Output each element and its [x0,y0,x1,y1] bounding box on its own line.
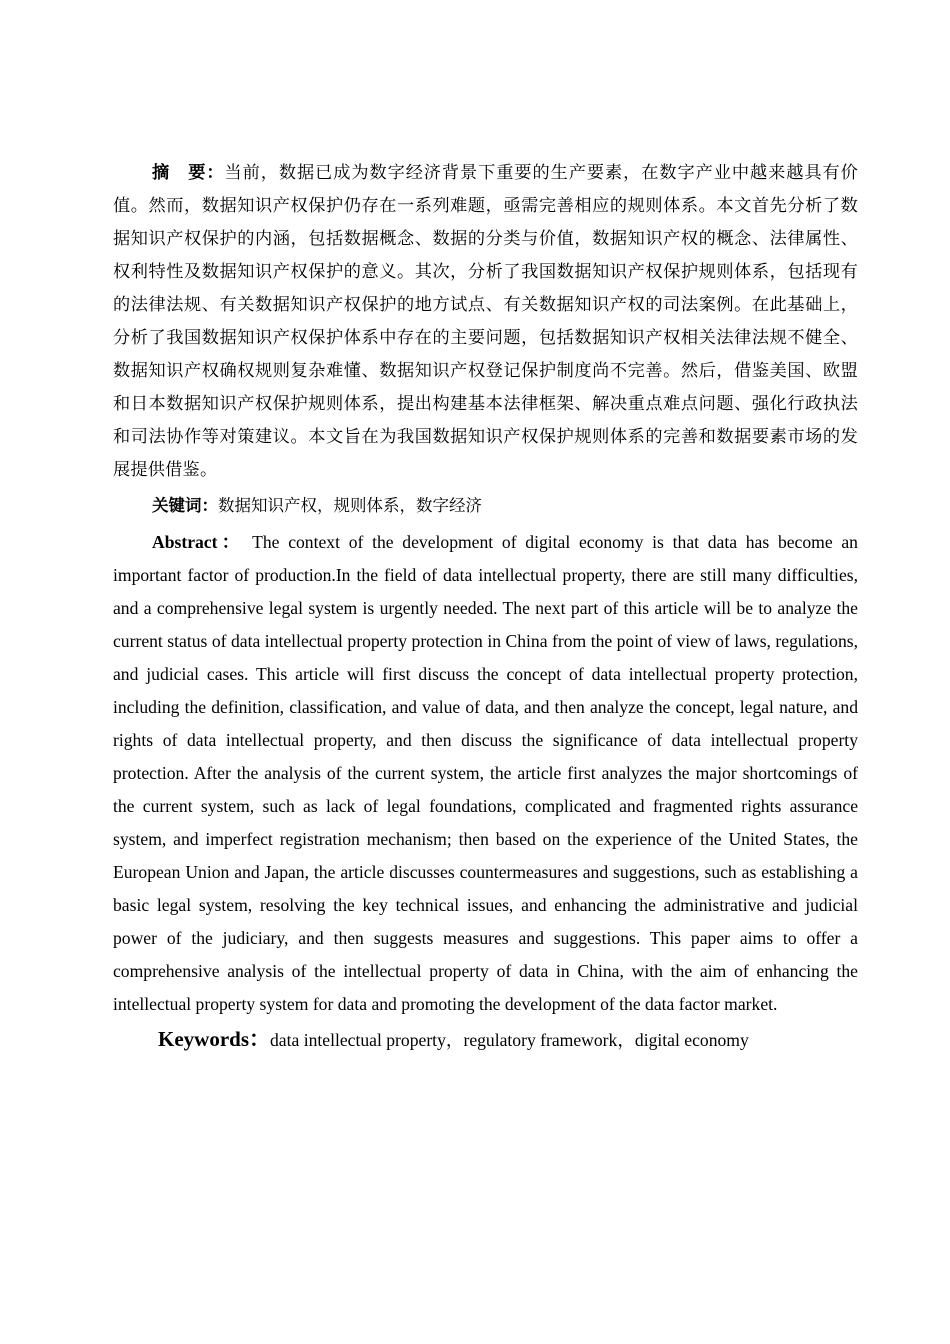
abstract-cn-text: 当前，数据已成为数字经济背景下重要的生产要素，在数字产业中越来越具有价值。然而，数据知识产权保护仍存在一系列难题，亟需完善相应的规则体系。本文首先分析了数据知识产权保护的内涵，包括数据概念、数据的分类与价值，数据知识产权的概念、法律属性、权利特性及数据知识产权保护的意义。其次，分析了我国数据知识产权保护规则体系，包括现有的法律法规、有关数据知识产权保护的地方试点、有关数据知识产权的司法案例。在此基础上，分析了我国数据知识产权保护体系中存在的主要问题，包括数据知识产权相关法律法规不健全、数据知识产权确权规则复杂难懂、数据知识产权登记保护制度尚不完善。然后，借鉴美国、欧盟和日本数据知识产权保护规则体系，提出构建基本法律框架、解决重点难点问题、强化行政执法和司法协作等对策建议。本文旨在为我国数据知识产权保护规则体系的完善和数据要素市场的发展提供借鉴。 [113,163,858,480]
abstract-cn-label: 摘 要： [152,163,225,183]
keywords-en-paragraph [113,1023,858,1057]
keywords-en-text: data intellectual property，regulatory framework，digital economy [270,1030,749,1050]
keywords-en-label: Keywords： [158,1027,270,1051]
abstract-en-text: The context of the development of digital economy is that data has become an important factor of production.In the field of data intellectual property, there are still many difficulties, and a comprehensive legal system is urgently needed. The next part of this article will be to analyze the current status of data intellectual property protection in China from the point of view of laws, regulations, and judicial cases. This article will first discuss the concept of data intellectual property protection, including the definition, classification, and value of data, and then analyze the concept, legal nature, and rights of data intellectual property, and then discuss the significance of data intellectual property protection. After the analysis of the current system, the article first analyzes the major shortcomings of the current system, such as lack of legal foundations, complicated and fragmented rights assurance system, and imperfect registration mechanism; then based on the experience of the United States, the European Union and Japan, the article discusses countermeasures and suggestions, such as establishing a basic legal system, resolving the key technical issues, and enhancing the administrative and judicial power of the judiciary, and then suggests measures and suggestions. This paper aims to offer a comprehensive analysis of the intellectual property of data in China, with the aim of enhancing the intellectual property system for data and promoting the development of the data factor market. [113,532,858,1014]
keywords-cn-label: 关键词： [152,496,218,515]
abstract-en-paragraph [113,526,858,1021]
abstract-en-label: Abstract： [152,532,244,552]
abstract-page [113,157,858,1057]
keywords-cn-text: 数据知识产权，规则体系，数字经济 [218,496,482,515]
abstract-cn-paragraph [113,157,858,487]
keywords-cn-paragraph [113,489,858,522]
